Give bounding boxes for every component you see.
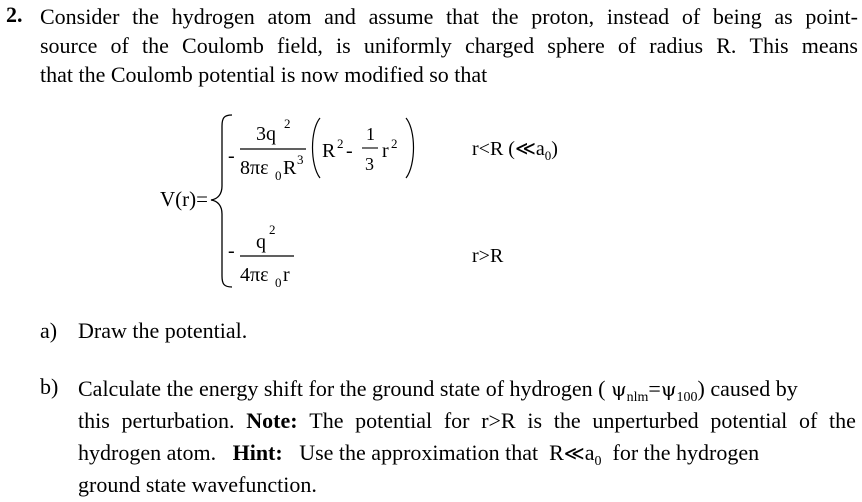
intro-line-1-word: of xyxy=(681,4,701,29)
part-b-line3-b: Use the approximation that xyxy=(299,440,539,465)
intro-line-2-word: Coulomb xyxy=(182,33,264,58)
much-less-than-symbol: ≪ xyxy=(563,441,585,465)
intro-line-2-word: sphere xyxy=(547,33,605,58)
intro-line-1-word: Consider xyxy=(40,4,120,29)
psi-nlm-symbol: ψ xyxy=(610,377,627,401)
case1-condition: r<R $(≪a_0)$ xyxy=(472,138,558,163)
intro-line-2-word: means xyxy=(801,33,858,58)
intro-line-2-word: source xyxy=(40,33,98,58)
case1-paren-r: r xyxy=(382,140,389,162)
case1-paren-minus: - xyxy=(346,140,353,162)
intro-line-2-word: field, xyxy=(277,33,323,58)
intro-line-3: that the Coulomb potential is now modified so that xyxy=(40,62,488,87)
part-b-line1-text: Calculate the energy shift for the ground state of hydrogen ( xyxy=(78,376,606,401)
intro-line-2-word: radius xyxy=(649,33,704,58)
case1-numerator-exp: 2 xyxy=(284,116,291,131)
psi-100-subscript: 100 xyxy=(676,390,698,405)
case1-left-paren xyxy=(313,118,321,178)
part-b-line2-word: the xyxy=(553,408,581,433)
intro-line-2-word: uniformly xyxy=(363,33,452,58)
case1-right-paren xyxy=(406,118,414,178)
part-b-line2-word: The xyxy=(309,408,344,433)
case1-paren-R-exp: 2 xyxy=(337,136,344,151)
part-b-hint-label: Hint: xyxy=(232,440,283,465)
intro-line-1-word: instead xyxy=(606,4,670,29)
psi-100-symbol: ψ xyxy=(660,377,677,401)
intro-line-1-word: proton, xyxy=(531,4,595,29)
case2-numerator-exp: 2 xyxy=(269,222,276,237)
question-number: 2. xyxy=(6,2,23,27)
case2-denominator-r: r xyxy=(283,264,290,286)
approx-a: a xyxy=(584,440,595,465)
part-b-line2-word: r>R xyxy=(481,408,516,433)
case1-denominator: 8πε xyxy=(240,157,269,179)
intro-line-2-word: charged xyxy=(464,33,535,58)
intro-line-2-word: the xyxy=(142,33,169,58)
case1-sign: - xyxy=(228,145,235,167)
approx-a-subscript: 0 xyxy=(594,454,602,469)
case1-numerator: 3q xyxy=(256,123,276,145)
case1-paren-R: R xyxy=(322,140,336,162)
part-b-label: b) xyxy=(40,374,59,399)
part-b-line2-word: potential xyxy=(710,408,788,433)
part-b-line2-word: for xyxy=(443,408,470,433)
part-b-line2-word: unperturbed xyxy=(592,408,699,433)
case1-frac-num: 1 xyxy=(366,124,375,144)
part-b-line3-c: for the hydrogen xyxy=(612,440,760,465)
case2-condition: r>R xyxy=(472,245,504,267)
part-b-line2-word: is xyxy=(527,408,543,433)
part-b-line2-word: perturbation. xyxy=(121,408,235,433)
intro-line-1-word: the xyxy=(491,4,519,29)
intro-line-2-word: This xyxy=(749,33,789,58)
case2-denominator: 4πε xyxy=(240,264,269,286)
part-b-line-4: ground state wavefunction. xyxy=(78,472,317,497)
part-b-line3-a: hydrogen atom. xyxy=(78,440,217,465)
intro-line-1-word: atom xyxy=(267,4,312,29)
part-b-note-label: Note: xyxy=(246,408,298,433)
case1-denominator-sub: 0 xyxy=(275,168,282,183)
psi-nlm-subscript: nlm xyxy=(626,390,649,405)
intro-line-2-word: is xyxy=(336,33,351,58)
case1-denominator-exp: 3 xyxy=(297,152,304,167)
intro-line-1-word: the xyxy=(132,4,160,29)
intro-line-1-word: assume xyxy=(368,4,434,29)
psi-equals: = xyxy=(648,376,661,401)
part-b-line2-word: this xyxy=(78,408,110,433)
intro-line-1-word: and xyxy=(324,4,356,29)
case2-numerator: q xyxy=(256,231,266,253)
case1-denominator-R: R xyxy=(283,157,297,179)
part-a-label: a) xyxy=(40,318,58,343)
approx-R: R xyxy=(549,440,564,465)
part-b-line1-end: ) caused by xyxy=(697,376,798,401)
intro-line-2-word: R. xyxy=(716,33,737,58)
part-b-line2-word: of xyxy=(799,408,818,433)
intro-line-2-word: of xyxy=(110,33,129,58)
intro-line-1-word: as xyxy=(774,4,793,29)
part-b-line2-word: potential xyxy=(355,408,433,433)
case1-frac-den: 3 xyxy=(365,154,374,174)
intro-line-1-word: point- xyxy=(805,4,858,29)
case2-denominator-sub: 0 xyxy=(275,275,282,290)
intro-line-1-word: being xyxy=(712,4,762,29)
intro-line-2-word: of xyxy=(617,33,637,58)
part-a-text: Draw the potential. xyxy=(78,318,248,343)
part-b-line-2 xyxy=(78,406,856,435)
case1-paren-r-exp: 2 xyxy=(391,136,398,151)
intro-line-1-word: hydrogen xyxy=(171,4,255,29)
case2-sign: - xyxy=(228,240,235,262)
equation-lhs: V(r)= xyxy=(160,187,208,211)
part-b-line2-word: the xyxy=(829,408,856,433)
intro-line-1-word: that xyxy=(446,4,479,29)
